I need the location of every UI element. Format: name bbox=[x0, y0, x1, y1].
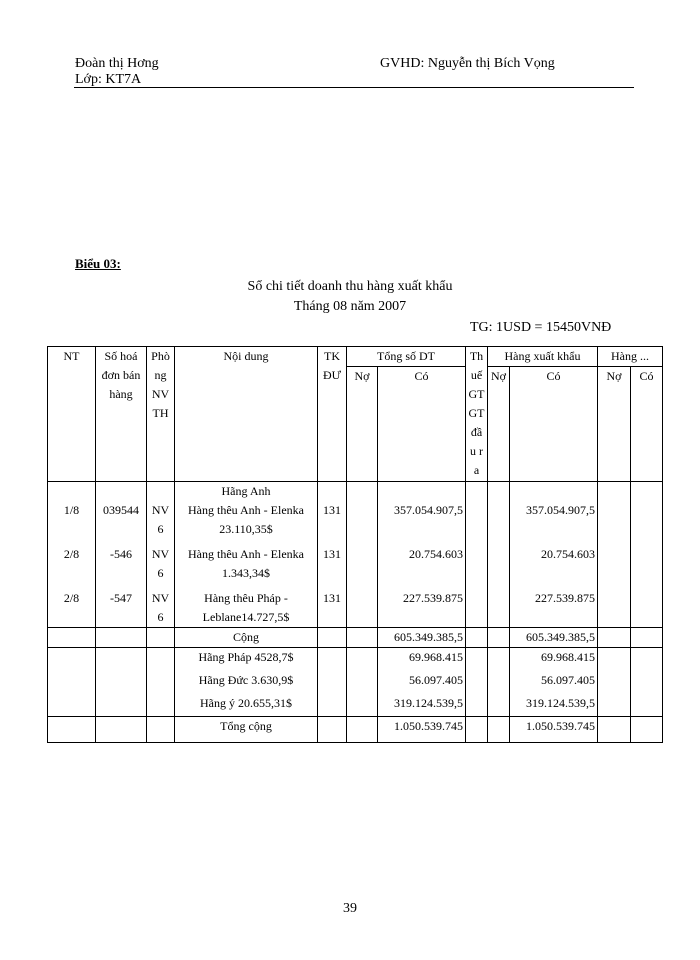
other-export-credit: 69.968.415 bbox=[510, 648, 598, 671]
subtotal-label: Cộng bbox=[175, 628, 318, 648]
row-dept: NV 6 bbox=[147, 589, 175, 628]
row-content: Hàng thêu Anh - Elenka 23.110,35$ bbox=[175, 501, 318, 539]
grand-total-export-credit: 1.050.539.745 bbox=[510, 717, 598, 743]
row-invoice: -547 bbox=[96, 589, 147, 628]
group-name: Hãng Anh bbox=[175, 482, 318, 502]
col-other: Hàng ... bbox=[598, 347, 663, 367]
header-left bbox=[75, 56, 159, 88]
title-line: Sổ chi tiết doanh thu hàng xuất khẩu bbox=[247, 279, 453, 294]
row-account: 131 bbox=[318, 589, 347, 628]
table-row bbox=[48, 589, 663, 628]
col-vat: Thuế GTGT đầu ra bbox=[466, 347, 488, 482]
row-invoice: 039544 bbox=[96, 501, 147, 539]
row-nt: 2/8 bbox=[48, 589, 96, 628]
other-credit-head: Có bbox=[631, 367, 663, 482]
row-nt: 2/8 bbox=[48, 545, 96, 583]
student-name: Đoàn thị Hơng bbox=[75, 56, 159, 71]
row-account: 131 bbox=[318, 501, 347, 539]
subtotal-total-credit: 605.349.385,5 bbox=[378, 628, 466, 648]
exchange-rate: TG: 1USD = 15450VNĐ bbox=[470, 320, 612, 335]
form-label: Biểu 03: bbox=[75, 256, 121, 271]
grand-total-total-credit: 1.050.539.745 bbox=[378, 717, 466, 743]
page-number: 39 bbox=[343, 901, 357, 916]
row-content: Hàng thêu Pháp - Leblane14.727,5$ bbox=[175, 589, 318, 628]
row-invoice: -546 bbox=[96, 545, 147, 583]
total-credit-head: Có bbox=[378, 367, 466, 482]
col-account: TK ĐƯ bbox=[318, 347, 347, 482]
subtitle-line: Tháng 08 năm 2007 bbox=[293, 299, 407, 314]
row-account: 131 bbox=[318, 545, 347, 583]
row-nt: 1/8 bbox=[48, 501, 96, 539]
other-row bbox=[48, 671, 663, 694]
export-debit-head: Nợ bbox=[488, 367, 510, 482]
row-total-credit: 357.054.907,5 bbox=[378, 501, 466, 539]
table-row bbox=[48, 545, 663, 583]
other-export-credit: 56.097.405 bbox=[510, 671, 598, 694]
row-total-credit: 20.754.603 bbox=[378, 545, 466, 583]
row-export-credit: 227.539.875 bbox=[510, 589, 598, 628]
document-title bbox=[0, 277, 700, 317]
other-export-credit: 319.124.539,5 bbox=[510, 694, 598, 717]
subtotal-export-credit: 605.349.385,5 bbox=[510, 628, 598, 648]
other-total-credit: 69.968.415 bbox=[378, 648, 466, 671]
row-dept: NV 6 bbox=[147, 545, 175, 583]
col-export: Hàng xuất khẩu bbox=[488, 347, 598, 367]
header-divider bbox=[74, 87, 634, 88]
col-total-dt: Tổng số DT bbox=[347, 347, 466, 367]
other-label: Hãng ý 20.655,31$ bbox=[175, 694, 318, 717]
grand-total-row bbox=[48, 717, 663, 743]
other-debit-head: Nợ bbox=[598, 367, 631, 482]
class-name: Lớp: KT7A bbox=[75, 72, 142, 87]
header-row bbox=[48, 347, 663, 367]
col-dept: Phòng NV TH bbox=[147, 347, 175, 482]
total-debit-head: Nợ bbox=[347, 367, 378, 482]
advisor-name: GVHD: Nguyễn thị Bích Vọng bbox=[380, 56, 555, 71]
col-content: Nội dung bbox=[175, 347, 318, 482]
group-row bbox=[48, 482, 663, 502]
grand-total-label: Tổng cộng bbox=[175, 717, 318, 743]
subtotal-row bbox=[48, 628, 663, 648]
other-label: Hãng Đức 3.630,9$ bbox=[175, 671, 318, 694]
other-label: Hãng Pháp 4528,7$ bbox=[175, 648, 318, 671]
col-nt: NT bbox=[48, 347, 96, 482]
col-invoice: Số hoá đơn bán hàng bbox=[96, 347, 147, 482]
export-credit-head: Có bbox=[510, 367, 598, 482]
row-export-credit: 357.054.907,5 bbox=[510, 501, 598, 539]
row-content: Hàng thêu Anh - Elenka 1.343,34$ bbox=[175, 545, 318, 583]
other-row bbox=[48, 694, 663, 717]
other-row bbox=[48, 648, 663, 671]
row-export-credit: 20.754.603 bbox=[510, 545, 598, 583]
other-total-credit: 319.124.539,5 bbox=[378, 694, 466, 717]
other-total-credit: 56.097.405 bbox=[378, 671, 466, 694]
row-total-credit: 227.539.875 bbox=[378, 589, 466, 628]
row-dept: NV 6 bbox=[147, 501, 175, 539]
table-row bbox=[48, 501, 663, 539]
revenue-ledger-table bbox=[47, 346, 663, 743]
